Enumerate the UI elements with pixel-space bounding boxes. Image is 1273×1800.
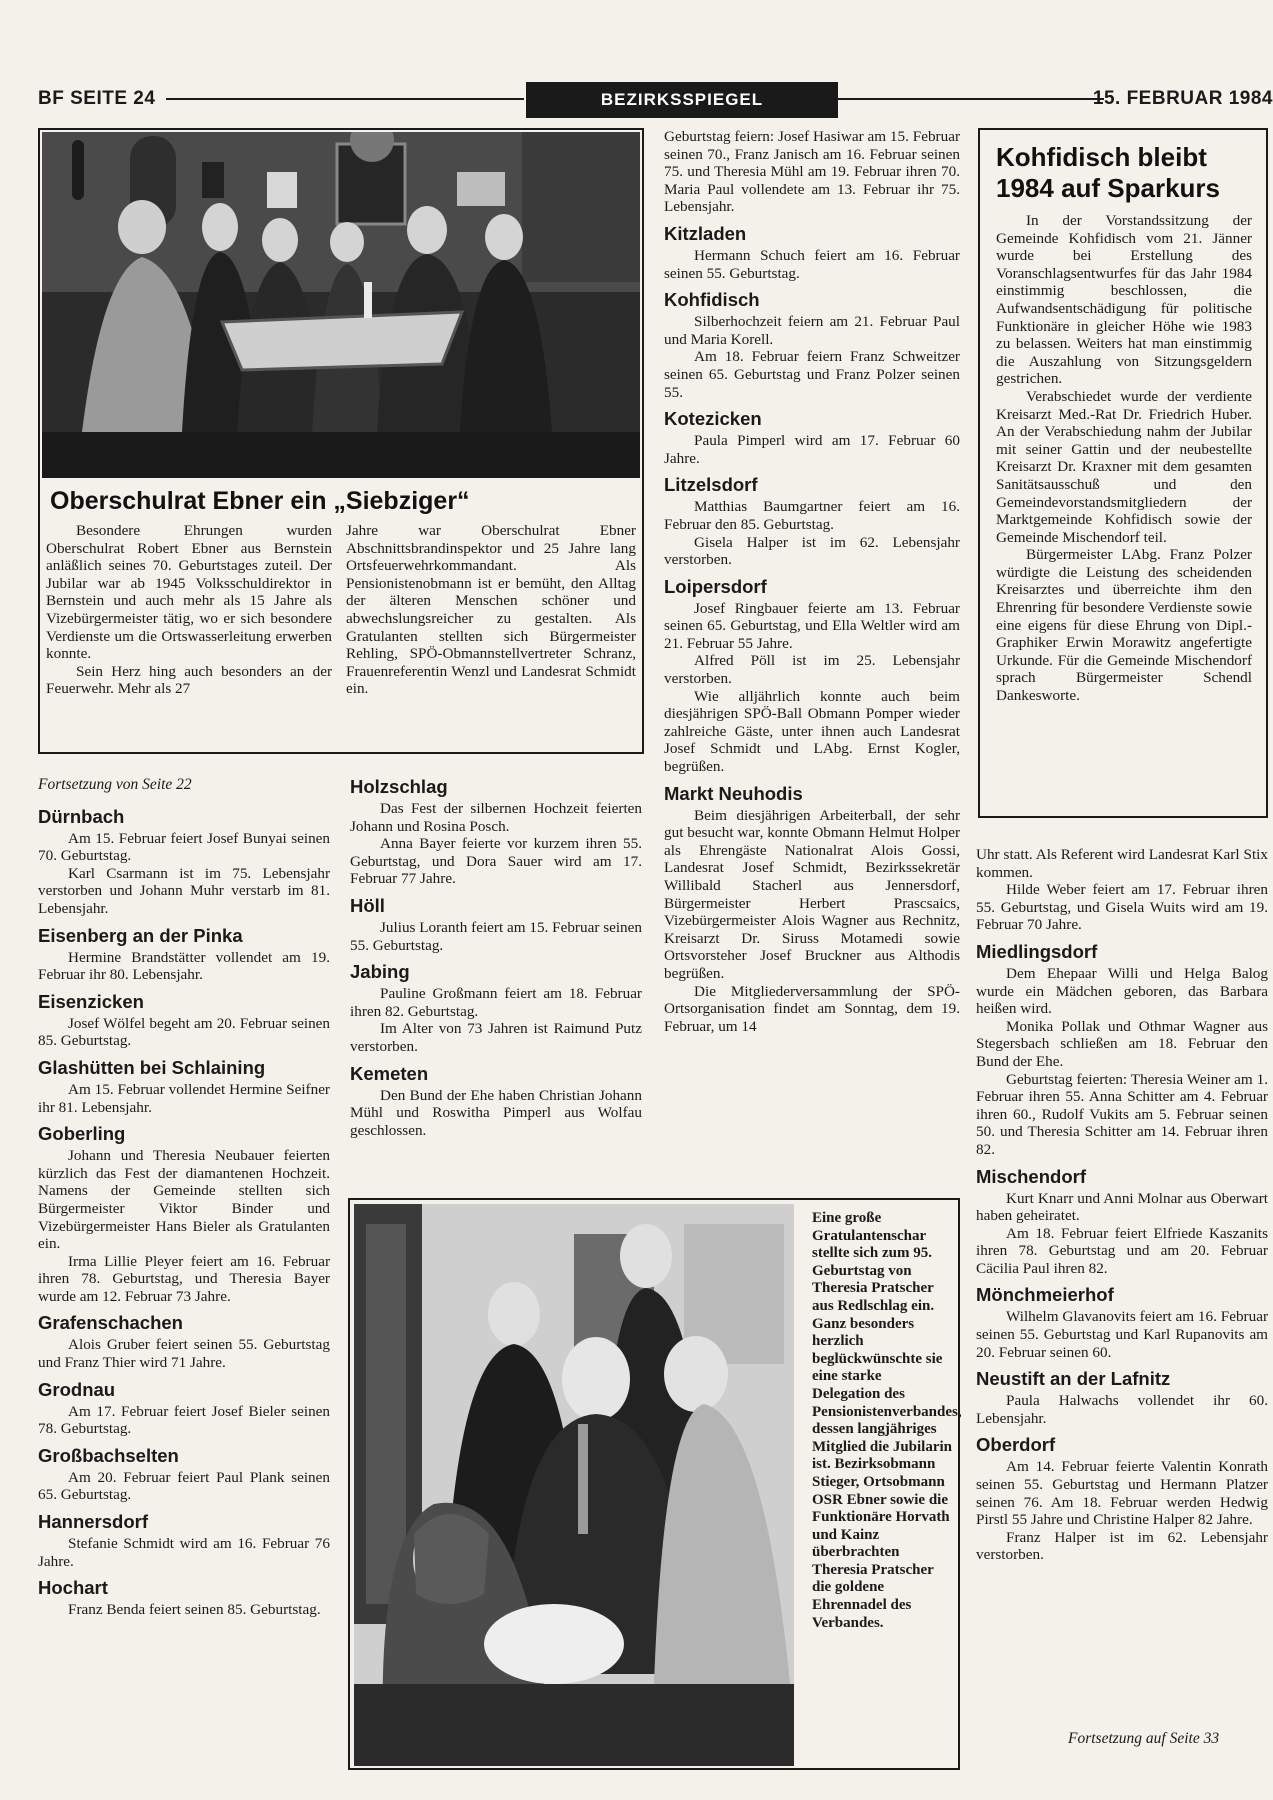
news-paragraph: Paula Pimperl wird am 17. Februar 60 Jahre. (664, 432, 960, 467)
locality-heading: Glashütten bei Schlaining (38, 1056, 266, 1078)
news-paragraph: Am 14. Februar feierte Valentin Konrath seinen 55. Geburtstag und Hermann Platzer seinen 76. Am 18. Februar werden Hedwig Pirstl 55 Jahre und Christine Halper 82 Jahre. (976, 1458, 1268, 1529)
news-paragraph: Hilde Weber feiert am 17. Februar ihren 55. Geburtstag, und Gisela Wuits wird am 19. Februar 70 Jahre. (976, 881, 1268, 934)
news-paragraph: Wie alljährlich konnte auch beim diesjährigen SPÖ-Ball Obmann Pomper wieder zahlreiche Gäste, unter ihnen auch Landesrat Josef Schmidt und LAbg. Ernst Kogler, begrüßen. (664, 687, 960, 776)
news-paragraph: Hermine Brandstätter vollendet am 19. Februar ihr 80. Lebensjahr. (38, 948, 330, 984)
news-paragraph: Uhr statt. Als Referent wird Landesrat Karl Stix kommen. (976, 846, 1268, 881)
news-paragraph: Am 15. Februar vollendet Hermine Seifner ihr 81. Lebensjahr. (38, 1080, 330, 1116)
news-paragraph: Am 17. Februar feiert Josef Bieler seinen 78. Geburtstag. (38, 1402, 330, 1438)
kohfidisch-para: Verabschiedet wurde der verdiente Kreisarzt Med.-Rat Dr. Friedrich Huber. An der Verabschiedung nahm der Jubilar mit seiner Gattin und der neubestellte Kreisarzt Dr. Kraxner mit dem gesamten Sanitätsausschuß und den Gemeindevorstandsmitgliedern der Marktgemeinde Kohfidisch sowie der Gemeinde Mischendorf teil. (996, 387, 1252, 546)
ebner-col-1 (46, 522, 332, 698)
ebner-para: Sein Herz hing auch besonders an der Feuerwehr. Mehr als 27 (46, 662, 332, 698)
locality-heading: Grafenschachen (38, 1312, 183, 1334)
news-paragraph: Irma Lillie Pleyer feiert am 16. Februar ihren 78. Geburtstag, und Theresia Bayer wurde am 12. Februar 73 Jahre. (38, 1252, 330, 1305)
news-paragraph: Das Fest der silbernen Hochzeit feierten Johann und Rosina Posch. (350, 800, 642, 835)
header-rule-left (166, 98, 524, 100)
locality-heading: Kitzladen (664, 222, 747, 244)
kohfidisch-body (996, 212, 1252, 705)
locality-heading: Eisenberg an der Pinka (38, 924, 243, 946)
news-paragraph: Anna Bayer feierte vor kurzem ihren 55. Geburtstag, und Dora Sauer wird am 17. Februar 77 Jahre. (350, 835, 642, 888)
kohfidisch-para: In der Vorstandssitzung der Gemeinde Kohfidisch vom 21. Jänner wurde bei Erstellung des Voranschlagsentwurfes für das Jahr 1984 einstimmig beschlossen, die Aufwandsentschädigung für politische Funktionäre in gleicher Höhe wie 1983 zu belassen. Weiters hat man einstimmig die Auszahlung von Sitzungsgeldern gestrichen. (996, 212, 1252, 388)
locality-heading: Miedlingsdorf (976, 940, 1098, 962)
column-2-mid (350, 776, 642, 1139)
news-paragraph: Alois Gruber feiert seinen 55. Geburtstag und Franz Thier wird 71 Jahre. (38, 1336, 330, 1372)
continuation-note: Fortsetzung auf Seite 33 (1068, 1730, 1220, 1747)
locality-heading: Holzschlag (350, 776, 448, 797)
ebner-group-photo (42, 132, 640, 478)
news-paragraph: Silberhochzeit feiern am 21. Februar Paul und Maria Korell. (664, 313, 960, 348)
locality-heading: Hochart (38, 1577, 108, 1599)
news-paragraph: Kurt Knarr und Anni Molnar aus Oberwart haben geheiratet. (976, 1189, 1268, 1225)
locality-heading: Kotezicken (664, 408, 762, 430)
news-paragraph: Am 18. Februar feiert Elfriede Kaszanits ihren 78. Geburtstag und am 20. Februar Cäcilia Paul ihren 82. (976, 1224, 1268, 1277)
locality-heading: Goberling (38, 1123, 126, 1145)
locality-heading: Dürnbach (38, 805, 125, 827)
news-paragraph: Geburtstag feierten: Theresia Weiner am 1. Februar ihren 55. Anna Schitter am 4. Februar ihren 60., Rudolf Vukits am 5. Februar seinen 50. und Theresia Schitter am 14. Februar ihren 82. (976, 1070, 1268, 1158)
news-paragraph: Die Mitgliederversammlung der SPÖ-Ortsorganisation findet am Sonntag, dem 19. Februar, um 14 (664, 982, 960, 1035)
section-title: BEZIRKSSPIEGEL (526, 82, 838, 118)
news-paragraph: Beim diesjährigen Arbeiterball, der sehr gut besucht war, konnte Obmann Helmut Holper als Ehrengäste Nationalrat Alois Gossi, Landesrat Josef Schmidt, Bezirkssekretär Willibald Stacherl aus Jennersdorf, Bürgermeister Herbert Prascsaics, Vizebürgermeister Alois Wagner aus Rechnitz, Kreisarzt Dr. Siruss Motamedi sowie Ortsvorsteher Josef Bruckner aus Althodis begrüßen. (664, 806, 960, 982)
news-paragraph: Matthias Baumgartner feiert am 16. Februar den 85. Geburtstag. (664, 498, 960, 533)
news-paragraph: Dem Ehepaar Willi und Helga Balog wurde ein Mädchen geboren, das Barbara heißen wird. (976, 964, 1268, 1018)
locality-heading: Oberdorf (976, 1434, 1056, 1456)
news-paragraph: Josef Ringbauer feierte am 13. Februar seinen 65. Geburtstag, und Ella Weltler wird am 21. Februar 55 Jahre. (664, 599, 960, 652)
locality-heading: Höll (350, 894, 385, 916)
news-paragraph: Geburtstag feiern: Josef Hasiwar am 15. Februar seinen 70., Franz Janisch am 16. Februar seinen 75. und Theresia Mühl am 19. Februar ihren 70. Maria Paul vollendete am 13. Februar ihr 75. Lebensjahr. (664, 128, 960, 216)
locality-heading: Neustift an der Lafnitz (976, 1368, 1171, 1390)
news-paragraph: Monika Pollak und Othmar Wagner aus Stegersbach schließen am 18. Februar den Bund der Ehe. (976, 1017, 1268, 1070)
news-paragraph: Johann und Theresia Neubauer feierten kürzlich das Fest der diamantenen Hochzeit. Namens der Gemeinde stellten sich Bürgermeister Viktor Binder und Vizebürgermeister Hans Bieler als Gratulanten ein. (38, 1147, 330, 1253)
page-number: BF SEITE 24 (38, 88, 156, 109)
news-paragraph: Im Alter von 73 Jahren ist Raimund Putz verstorben. (350, 1020, 642, 1055)
news-paragraph: Am 20. Februar feiert Paul Plank seinen 65. Geburtstag. (38, 1468, 330, 1504)
ebner-article (38, 128, 644, 754)
locality-heading: Kohfidisch (664, 289, 760, 311)
column-4-bottom (976, 846, 1268, 1564)
column-3-top (664, 128, 960, 1035)
pratscher-caption: Eine große Gratulantenschar stellte sich zum 95. Geburtstag von Theresia Pratscher aus Redlschlag ein. Ganz besonders herzlich beglückwünschte sie eine starke Delegation des Pensionistenverbandes, dessen langjähriges Mitglied die Jubilarin ist. Bezirksobmann Stieger, Ortsobmann OSR Ebner sowie die Funktionäre Horvath und Kainz überbrachten Theresia Pratscher die goldene Ehrennadel des Verbandes. (812, 1210, 962, 1631)
locality-heading: Eisenzicken (38, 990, 144, 1012)
locality-heading: Mönchmeierhof (976, 1284, 1114, 1306)
ebner-col-2 (346, 522, 636, 698)
news-paragraph: Wilhelm Glavanovits feiert am 16. Februar seinen 55. Geburtstag und Karl Rupanovits am 20. Februar seinen 60. (976, 1308, 1268, 1361)
header-rule-right (836, 98, 1104, 100)
kohfidisch-headline: Kohfidisch bleibt 1984 auf Sparkurs (996, 142, 1221, 203)
news-paragraph: Franz Benda feiert seinen 85. Geburtstag. (68, 1601, 321, 1619)
locality-heading: Großbachselten (38, 1444, 179, 1466)
locality-heading: Mischendorf (976, 1165, 1086, 1187)
news-paragraph: Pauline Großmann feiert am 18. Februar ihren 82. Geburtstag. (350, 985, 642, 1020)
ebner-headline: Oberschulrat Ebner ein „Siebziger“ (50, 487, 470, 515)
news-paragraph: Gisela Halper ist im 62. Lebensjahr verstorben. (664, 533, 960, 569)
locality-heading: Grodnau (38, 1378, 116, 1400)
page-header (38, 82, 1273, 116)
locality-heading: Litzelsdorf (664, 474, 758, 496)
locality-heading: Loipersdorf (664, 575, 767, 597)
news-paragraph: Alfred Pöll ist im 25. Lebensjahr verstorben. (664, 652, 960, 688)
ebner-para: Besondere Ehrungen wurden Oberschulrat Robert Ebner aus Bernstein anläßlich seines 70. Geburtstages zuteil. Der Jubilar war ab 1945 Volksschuldirektor in Bernstein und auch mehr als 15 Jahre als Vizebürgermeister tätig, wo er sich besondere Verdienste um die Ortswasserleitung erwerben konnte. (46, 522, 332, 663)
news-paragraph: Josef Wölfel begeht am 20. Februar seinen 85. Geburtstag. (38, 1014, 330, 1050)
news-paragraph: Am 18. Februar feiern Franz Schweitzer seinen 65. Geburtstag und Franz Polzer seinen 55. (664, 348, 960, 401)
continuation-note: Fortsetzung von Seite 22 (38, 776, 192, 793)
news-paragraph: Am 15. Februar feiert Josef Bunyai seinen 70. Geburtstag. (38, 829, 330, 865)
news-paragraph: Stefanie Schmidt wird am 16. Februar 76 Jahre. (38, 1535, 330, 1570)
locality-heading: Jabing (350, 961, 410, 983)
news-paragraph: Hermann Schuch feiert am 16. Februar seinen 55. Geburtstag. (664, 246, 960, 282)
column-1-bottom (38, 776, 330, 1619)
pratscher-photo (354, 1204, 794, 1766)
locality-heading: Hannersdorf (38, 1511, 148, 1533)
news-paragraph: Den Bund der Ehe haben Christian Johann Mühl und Roswitha Pimperl aus Wolfau geschlossen. (350, 1086, 642, 1139)
news-paragraph: Karl Csarmann ist im 75. Lebensjahr verstorben und Johann Muhr verstarb im 81. Lebensjahr. (38, 864, 330, 917)
ebner-para: Jahre war Oberschulrat Ebner Abschnittsbrandinspektor und 25 Jahre lang Ortsfeuerwehrkommandant. Als Pensionistenobmann ist er bemüht, den Alltag der älteren Menschen schöner und abwechslungsreicher zu gestalten. Als Gratulanten stellten sich Bürgermeister Rehling, SPÖ-Obmannstellvertreter Schranz, Frauenreferentin Wenzl und Landesrat Schmidt ein. (346, 522, 636, 698)
pratscher-photo-box (348, 1198, 960, 1770)
locality-heading: Markt Neuhodis (664, 782, 803, 804)
kohfidisch-para: Bürgermeister LAbg. Franz Polzer würdigte die Leistung des scheidenden Kreisarztes und überreichte ihm den Ehrenring für besondere Verdienste sowie eine eigens für diese Ehrung von Dipl.-Graphiker Erwin Morawitz angefertigte Urkunde. Für die Gemeinde Mischendorf sprach Bürgermeister Schendl Dankesworte. (996, 546, 1252, 705)
news-paragraph: Paula Halwachs vollendet ihr 60. Lebensjahr. (976, 1392, 1268, 1427)
kohfidisch-article (978, 128, 1268, 818)
locality-heading: Kemeten (350, 1062, 429, 1084)
news-paragraph: Franz Halper ist im 62. Lebensjahr verstorben. (976, 1528, 1268, 1564)
issue-date: 15. FEBRUAR 1984 (1092, 88, 1273, 109)
news-paragraph: Julius Loranth feiert am 15. Februar seinen 55. Geburtstag. (350, 918, 642, 954)
